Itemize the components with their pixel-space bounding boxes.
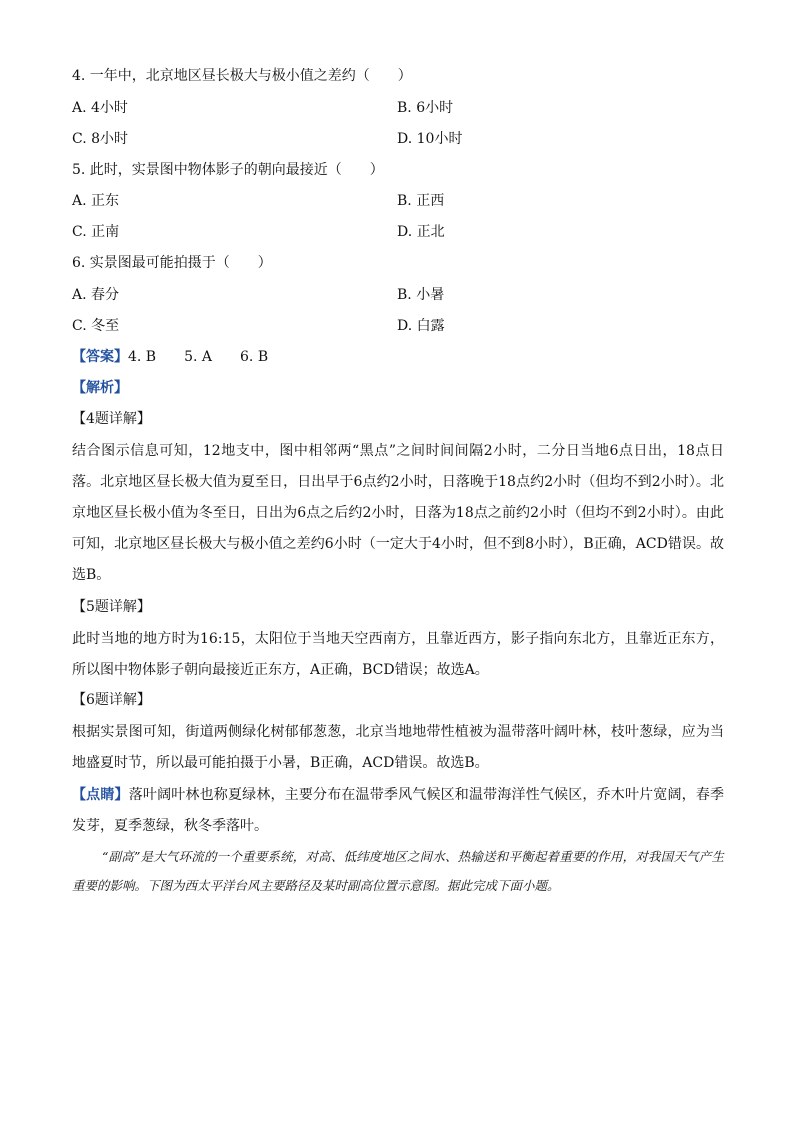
analysis-label: 【解析】: [72, 380, 128, 396]
question-5-option-b: B. 正西: [397, 193, 445, 209]
question-5-stem: 5. 此时，实景图中物体影子的朝向最接近（ ）: [72, 162, 384, 178]
detail-5-text: 此时当地的地方时为16:15，太阳位于当地天空西南方，且靠近西方，影子指向东北方，且靠近正东方，所以图中物体影子朝向最接近正东方，A正确，BCD错误；故选A。: [72, 631, 724, 678]
tip-paragraph: [72, 780, 724, 842]
tip-text: 落叶阔叶林也称夏绿林，主要分布在温带季风气候区和温带海洋性气候区，乔木叶片宽阔，春季发芽，夏季葱绿，秋冬季落叶。: [72, 787, 725, 834]
tip-label: 【点睛】: [72, 787, 129, 803]
question-4-option-b: B. 6小时: [397, 100, 454, 116]
question-5-option-a: A. 正东: [72, 193, 120, 209]
question-6-stem: 6. 实景图最可能拍摄于（ ）: [72, 255, 272, 271]
question-4-option-c: C. 8小时: [72, 131, 129, 147]
question-4-option-d: D. 10小时: [397, 131, 463, 147]
question-6-option-b: B. 小暑: [397, 287, 445, 303]
detail-6-heading: 【6题详解】: [72, 692, 151, 708]
question-4-option-a: A. 4小时: [72, 100, 128, 116]
reading-passage: “副高”是大气环流的一个重要系统，对高、低纬度地区之间水、热输送和平衡起着重要的作用，对我国天气产生重要的影响。下图为西太平洋台风主要路径及某时副高位置示意图。据此完成下面小题。: [72, 849, 724, 893]
detail-6-text: 根据实景图可知，街道两侧绿化树郁郁葱葱，北京当地地带性植被为温带落叶阔叶林，枝叶葱绿，应为当地盛夏时节，所以最可能拍摄于小暑，B正确，ACD错误。故选B。: [72, 724, 724, 771]
question-6-option-a: A. 春分: [72, 287, 120, 303]
answer-line: [72, 347, 268, 367]
question-6-option-d: D. 白露: [397, 318, 445, 334]
detail-4-heading: 【4题详解】: [72, 411, 151, 427]
question-6-option-c: C. 冬至: [72, 318, 120, 334]
answer-text: 4. B 5. A 6. B: [128, 349, 269, 365]
question-5-option-c: C. 正南: [72, 224, 120, 240]
analysis-line: [72, 378, 128, 398]
answer-label: 【答案】: [72, 349, 128, 365]
detail-5-heading: 【5题详解】: [72, 599, 151, 615]
detail-4-text: 结合图示信息可知，12地支中，图中相邻两“黑点”之间时间间隔2小时，二分日当地6点日出，18点日落。北京地区昼长极大值为夏至日，日出早于6点约2小时，日落晚于18点约2小时（但均不到2小时）。北京地区昼长极小值为冬至日，日出为6点之后约2小时，日落为18点之前约2小时（但均不到2小时）。由此可知，北京地区昼长极大与极小值之差约6小时（一定大于4小时，但不到8小时），B正确，ACD错误。故选B。: [72, 443, 724, 583]
question-4-stem: 4. 一年中，北京地区昼长极大与极小值之差约（ ）: [72, 68, 412, 84]
question-5-option-d: D. 正北: [397, 224, 445, 240]
